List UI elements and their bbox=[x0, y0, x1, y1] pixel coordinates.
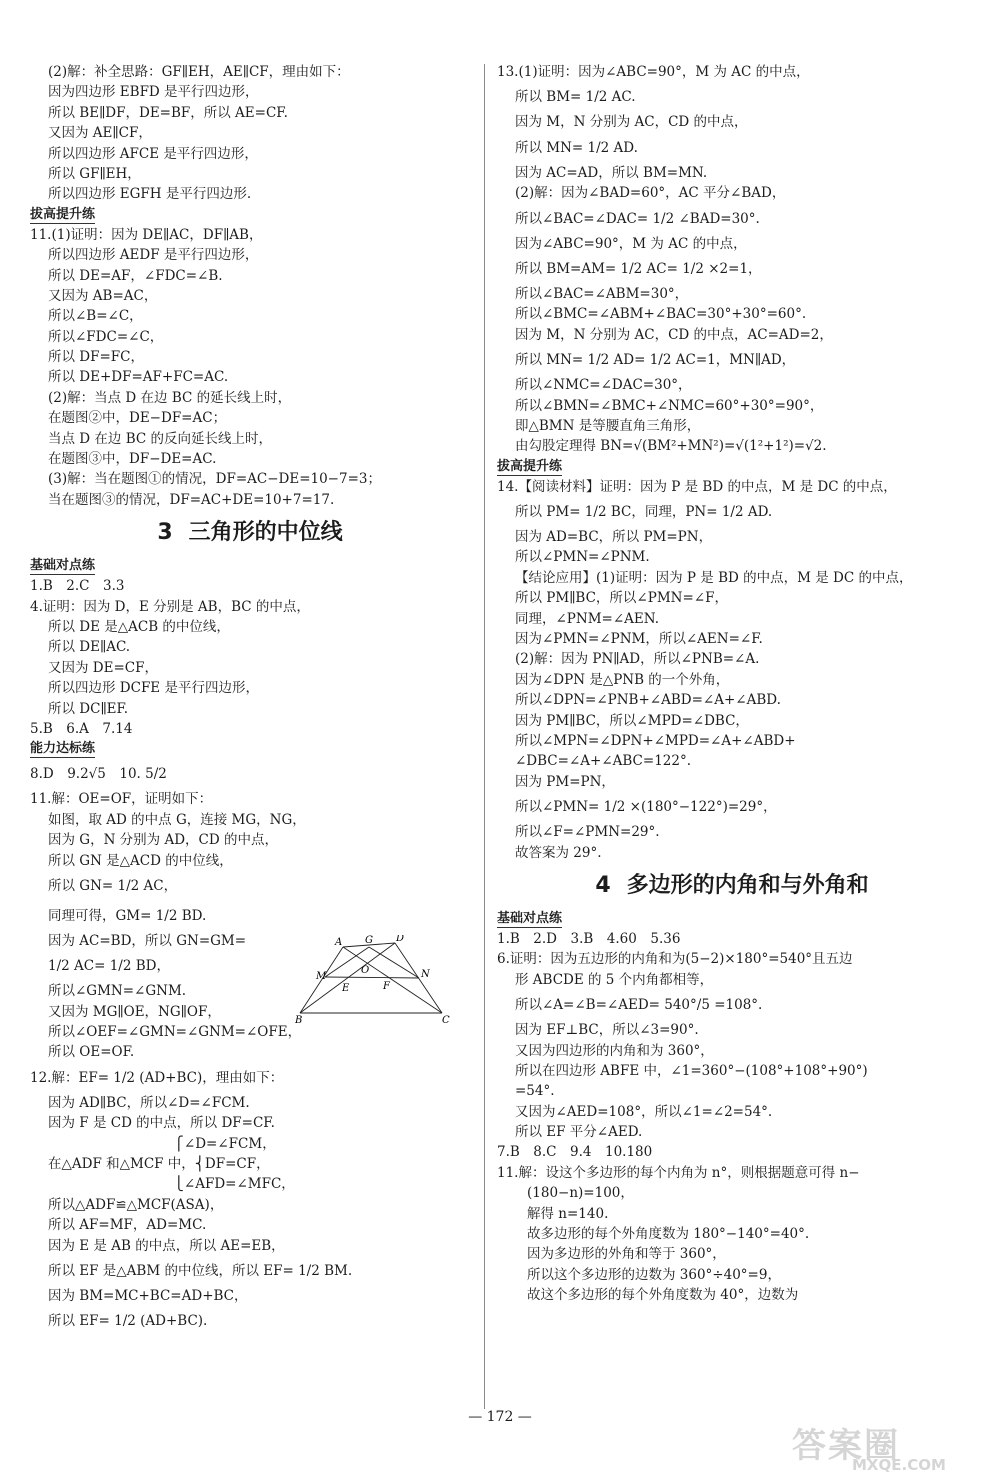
answer-line: (2)解：因为∠BAD=60°，AC 平分∠BAD， bbox=[515, 185, 786, 202]
answer-line: 如图，取 AD 的中点 G，连接 MG，NG， bbox=[48, 811, 306, 828]
answer-line: 所以∠NMC=∠DAC=30°， bbox=[515, 377, 692, 394]
chapter-title-text: 多边形的内角和与外角和 bbox=[626, 872, 869, 898]
answer-line: 又因为∠AED=108°，所以∠1=∠2=54°. bbox=[515, 1103, 773, 1120]
answer-line: 所以 PM∥BC，所以∠PMN=∠F， bbox=[515, 590, 728, 607]
section-heading bbox=[497, 909, 967, 929]
answer-line: 所以 MN= 1/2 AD. bbox=[515, 139, 638, 156]
answer-line: 14.【阅读材料】证明：因为 P 是 BD 的中点，M 是 DC 的中点， bbox=[497, 478, 897, 495]
label-E: E bbox=[342, 983, 350, 994]
answer-line: 所以 BM=AM= 1/2 AC= 1/2 ×2=1， bbox=[515, 260, 762, 277]
answer-line: 因为 G，N 分别为 AD，CD 的中点， bbox=[48, 832, 278, 849]
answer-line: 6.证明：因为五边形的内角和为(5−2)×180°=540°且五边 bbox=[497, 951, 853, 968]
column-divider bbox=[484, 64, 485, 1409]
answer-line: ∠DBC=∠A+∠ABC=122°. bbox=[515, 753, 692, 770]
answer-line: 所以四边形 AEDF 是平行四边形， bbox=[48, 247, 259, 264]
chapter-title-text: 三角形的中位线 bbox=[188, 520, 343, 546]
answer-line: 1.B 2.D 3.B 4.60 5.36 bbox=[497, 930, 681, 947]
answer-line: (180−n)=100， bbox=[527, 1185, 634, 1202]
answer-line: 所以 DE=AF，∠FDC=∠B. bbox=[48, 267, 223, 284]
answer-line: 11.解：OE=OF，证明如下： bbox=[30, 791, 213, 808]
answer-line: 当在题图③的情况，DF=AC+DE=10+7=17. bbox=[48, 491, 335, 508]
answer-line: 所以 OE=OF. bbox=[48, 1044, 135, 1061]
answer-line: 所以△ADF≌△MCF(ASA)， bbox=[48, 1196, 224, 1213]
answer-line: 同理可得，GM= 1/2 BD. bbox=[48, 907, 207, 924]
section-heading-label: 拔高提升练 bbox=[30, 206, 96, 222]
answer-line: 因为 M，N 分别为 AC，CD 的中点，AC=AD=2， bbox=[515, 326, 833, 343]
answer-line: 所以 EF 平分∠AED. bbox=[515, 1124, 643, 1141]
answer-line: 13.(1)证明：因为∠ABC=90°，M 为 AC 的中点， bbox=[497, 64, 810, 80]
answer-line: 所以 GN= 1/2 AC， bbox=[48, 877, 178, 894]
answer-line: 因为 AC=AD，所以 BM=MN. bbox=[515, 164, 708, 181]
answer-line: 11.(1)证明：因为 DE∥AC，DF∥AB， bbox=[30, 226, 263, 243]
chapter-title bbox=[30, 510, 470, 556]
answer-line: 所以∠F=∠PMN=29°. bbox=[515, 824, 660, 841]
answer-line: 因为 PM=PN， bbox=[515, 773, 615, 790]
answer-line: 所以 DE+DF=AF+FC=AC. bbox=[48, 369, 229, 386]
answer-line: 所以 BE∥DF，DE=BF，所以 AE=CF. bbox=[48, 104, 288, 121]
answer-line: 7.B 8.C 9.4 10.180 bbox=[497, 1144, 653, 1161]
left-column bbox=[30, 62, 470, 1336]
label-G: G bbox=[365, 935, 373, 946]
answer-line: 所以 GF∥EH， bbox=[48, 165, 141, 182]
answer-line: 又因为 AB=AC， bbox=[48, 287, 158, 304]
label-N: N bbox=[421, 969, 430, 980]
answer-line: =54°. bbox=[515, 1083, 555, 1100]
answer-line: 因为多边形的外角和等于 360°， bbox=[527, 1246, 726, 1263]
answer-line: 所以∠PMN= 1/2 ×(180°−122°)=29°， bbox=[515, 799, 777, 816]
answer-line: 解得 n=140. bbox=[527, 1205, 609, 1222]
answer-line: 所以∠B=∠C， bbox=[48, 308, 143, 325]
answer-line: 又因为四边形的内角和为 360°， bbox=[515, 1042, 714, 1059]
answer-line: 所以 AF=MF，AD=MC. bbox=[48, 1217, 207, 1234]
right-column bbox=[497, 62, 967, 1306]
answer-line: 因为∠PMN=∠PNM，所以∠AEN=∠F. bbox=[515, 631, 763, 648]
answer-line: 所以四边形 DCFE 是平行四边形， bbox=[48, 680, 259, 697]
answer-line: (2)解：因为 PN∥AD，所以∠PNB=∠A. bbox=[515, 651, 760, 668]
answer-line: 所以这个多边形的边数为 360°÷40°=9， bbox=[527, 1266, 781, 1283]
answer-line: 所以∠OEF=∠GMN=∠GNM=∠OFE， bbox=[48, 1024, 302, 1041]
answer-line: 5.B 6.A 7.14 bbox=[30, 720, 133, 737]
label-B: B bbox=[295, 1015, 303, 1025]
answer-line: 当点 D 在边 BC 的反向延长线上时， bbox=[48, 430, 272, 447]
answer-line: 1/2 AC= 1/2 BD， bbox=[48, 958, 170, 975]
answer-line: 所以∠FDC=∠C， bbox=[48, 328, 164, 345]
answer-line: 在题图③中，DF−DE=AC. bbox=[48, 451, 217, 468]
geometry-figure bbox=[295, 935, 455, 1025]
answer-line: 又因为 AE∥CF， bbox=[48, 125, 152, 142]
answer-line: ⎧∠D=∠FCM， bbox=[48, 1135, 276, 1152]
section-heading-label: 基础对点练 bbox=[497, 910, 563, 926]
section-heading-label: 基础对点练 bbox=[30, 558, 96, 574]
answer-line: 因为 BM=MC+BC=AD+BC， bbox=[48, 1287, 248, 1304]
answer-line: 因为 PM∥BC，所以∠MPD=∠DBC， bbox=[515, 712, 749, 729]
answer-line: 因为 AD=BC，所以 PM=PN， bbox=[515, 529, 713, 546]
answer-line: 在△ADF 和△MCF 中，⎨DF=CF， bbox=[48, 1156, 270, 1173]
section-heading bbox=[497, 457, 967, 477]
answer-line: 11.解：设这个多边形的每个内角为 n°，则根据题意可得 n− bbox=[497, 1164, 860, 1181]
page-number: — 172 — bbox=[468, 1409, 532, 1425]
answer-line: 所以∠BAC=∠DAC= 1/2 ∠BAD=30°. bbox=[515, 210, 760, 227]
answer-line: 因为 AD∥BC，所以∠D=∠FCM. bbox=[48, 1094, 250, 1111]
answer-line: 所以∠BMC=∠ABM+∠BAC=30°+30°=60°. bbox=[515, 306, 807, 323]
answer-line: 所以 EF 是△ABM 的中位线，所以 EF= 1/2 BM. bbox=[48, 1262, 353, 1279]
answer-line: 形 ABCDE 的 5 个内角都相等， bbox=[515, 971, 714, 988]
answer-line: (2)解：当点 D 在边 BC 的延长线上时， bbox=[48, 389, 292, 406]
answer-line: 所以 DE∥AC. bbox=[48, 639, 131, 656]
label-A: A bbox=[335, 937, 343, 948]
answer-line: (2)解：补全思路：GF∥EH，AE∥CF，理由如下： bbox=[48, 64, 350, 80]
answer-line: 又因为 DE=CF， bbox=[48, 659, 158, 676]
answer-line: 所以∠MPN=∠DPN+∠MPD=∠A+∠ABD+ bbox=[515, 732, 796, 749]
answer-line: (3)解：当在题图①的情况，DF=AC−DE=10−7=3； bbox=[48, 471, 381, 488]
answer-line: 又因为 MG∥OE，NG∥OF， bbox=[48, 1003, 221, 1020]
answer-line: 由勾股定理得 BN=√(BM²+MN²)=√(1²+1²)=√2. bbox=[515, 438, 827, 455]
answer-line: 因为 E 是 AB 的中点，所以 AE=EB， bbox=[48, 1237, 285, 1254]
answer-line: 故答案为 29°. bbox=[515, 844, 602, 861]
answer-line: 所以四边形 EGFH 是平行四边形. bbox=[48, 186, 252, 203]
answer-line: 所以 DC∥EF. bbox=[48, 700, 129, 717]
answer-line: 所以 GN 是△ACD 的中位线， bbox=[48, 852, 233, 869]
answer-line: 所以∠BAC=∠ABM=30°， bbox=[515, 285, 689, 302]
section-heading bbox=[30, 556, 470, 576]
answer-line: 所以四边形 AFCE 是平行四边形， bbox=[48, 145, 258, 162]
answer-line: 所以 DE 是△ACB 的中位线， bbox=[48, 618, 230, 635]
section-heading-label: 能力达标练 bbox=[30, 741, 96, 757]
answer-line: 12.解：EF= 1/2 (AD+BC)，理由如下： bbox=[30, 1069, 284, 1086]
answer-line: 所以 EF= 1/2 (AD+BC). bbox=[48, 1313, 208, 1330]
answer-line: 因为四边形 EBFD 是平行四边形， bbox=[48, 84, 259, 101]
answer-line: 因为 AC=BD，所以 GN=GM= bbox=[48, 932, 247, 949]
label-D: D bbox=[396, 935, 405, 944]
answer-line: 因为 M，N 分别为 AC，CD 的中点， bbox=[515, 114, 748, 131]
answer-line: ⎩∠AFD=∠MFC， bbox=[48, 1176, 295, 1193]
answer-line: 所以∠DPN=∠PNB+∠ABD=∠A+∠ABD. bbox=[515, 692, 781, 709]
answer-line: 因为∠ABC=90°，M 为 AC 的中点， bbox=[515, 235, 747, 252]
answer-line: 因为 F 是 CD 的中点，所以 DF=CF. bbox=[48, 1115, 275, 1132]
answer-line: 所以在四边形 ABFE 中，∠1=360°−(108°+108°+90°) bbox=[515, 1062, 868, 1079]
chapter-number: 4 bbox=[595, 872, 611, 898]
answer-line: 即△BMN 是等腰直角三角形， bbox=[515, 417, 701, 434]
answer-line: 1.B 2.C 3.3 bbox=[30, 578, 125, 595]
label-M: M bbox=[316, 971, 327, 982]
answer-line: 【结论应用】(1)证明：因为 P 是 BD 的中点，M 是 DC 的中点， bbox=[515, 569, 913, 586]
answer-line: 因为∠DPN 是△PNB 的一个外角， bbox=[515, 671, 730, 688]
answer-line: 所以 MN= 1/2 AD= 1/2 AC=1，MN∥AD， bbox=[515, 352, 796, 369]
answer-line: 所以∠BMN=∠BMC+∠NMC=60°+30°=90°， bbox=[515, 397, 824, 414]
chapter-number: 3 bbox=[157, 520, 173, 546]
answer-line: 所以 DF=FC， bbox=[48, 349, 144, 366]
watermark-logo bbox=[792, 1418, 982, 1474]
answer-line: 同理，∠PNM=∠AEN. bbox=[515, 610, 659, 627]
label-F: F bbox=[383, 981, 390, 992]
watermark-text: 答案圈 bbox=[792, 1426, 900, 1466]
answer-line: 所以 BM= 1/2 AC. bbox=[515, 89, 636, 106]
answer-line: 故多边形的每个外角度数为 180°−140°=40°. bbox=[527, 1226, 810, 1243]
answer-line: 所以∠A=∠B=∠AED= 540°/5 =108°. bbox=[515, 997, 763, 1014]
chapter-title bbox=[497, 863, 967, 909]
answer-line: 4.证明：因为 D，E 分别是 AB，BC 的中点， bbox=[30, 598, 310, 615]
section-heading bbox=[30, 739, 470, 759]
watermark-url: MXQE.COM bbox=[852, 1456, 946, 1474]
answer-line: 因为 EF⊥BC，所以∠3=90°. bbox=[515, 1022, 699, 1039]
section-heading bbox=[30, 205, 470, 225]
answer-line: 在题图②中，DE−DF=AC； bbox=[48, 410, 227, 427]
answer-line: 8.D 9.2√5 10. 5/2 bbox=[30, 766, 167, 783]
label-C: C bbox=[442, 1015, 450, 1025]
section-heading-label: 拔高提升练 bbox=[497, 458, 563, 474]
answer-line: 所以∠GMN=∠GNM. bbox=[48, 983, 187, 1000]
answer-line: 所以 PM= 1/2 BC，同理，PN= 1/2 AD. bbox=[515, 504, 773, 521]
answer-line: 故这个多边形的每个外角度数为 40°，边数为 bbox=[527, 1287, 799, 1304]
label-O: O bbox=[361, 965, 370, 976]
answer-line: 所以∠PMN=∠PNM. bbox=[515, 549, 650, 566]
